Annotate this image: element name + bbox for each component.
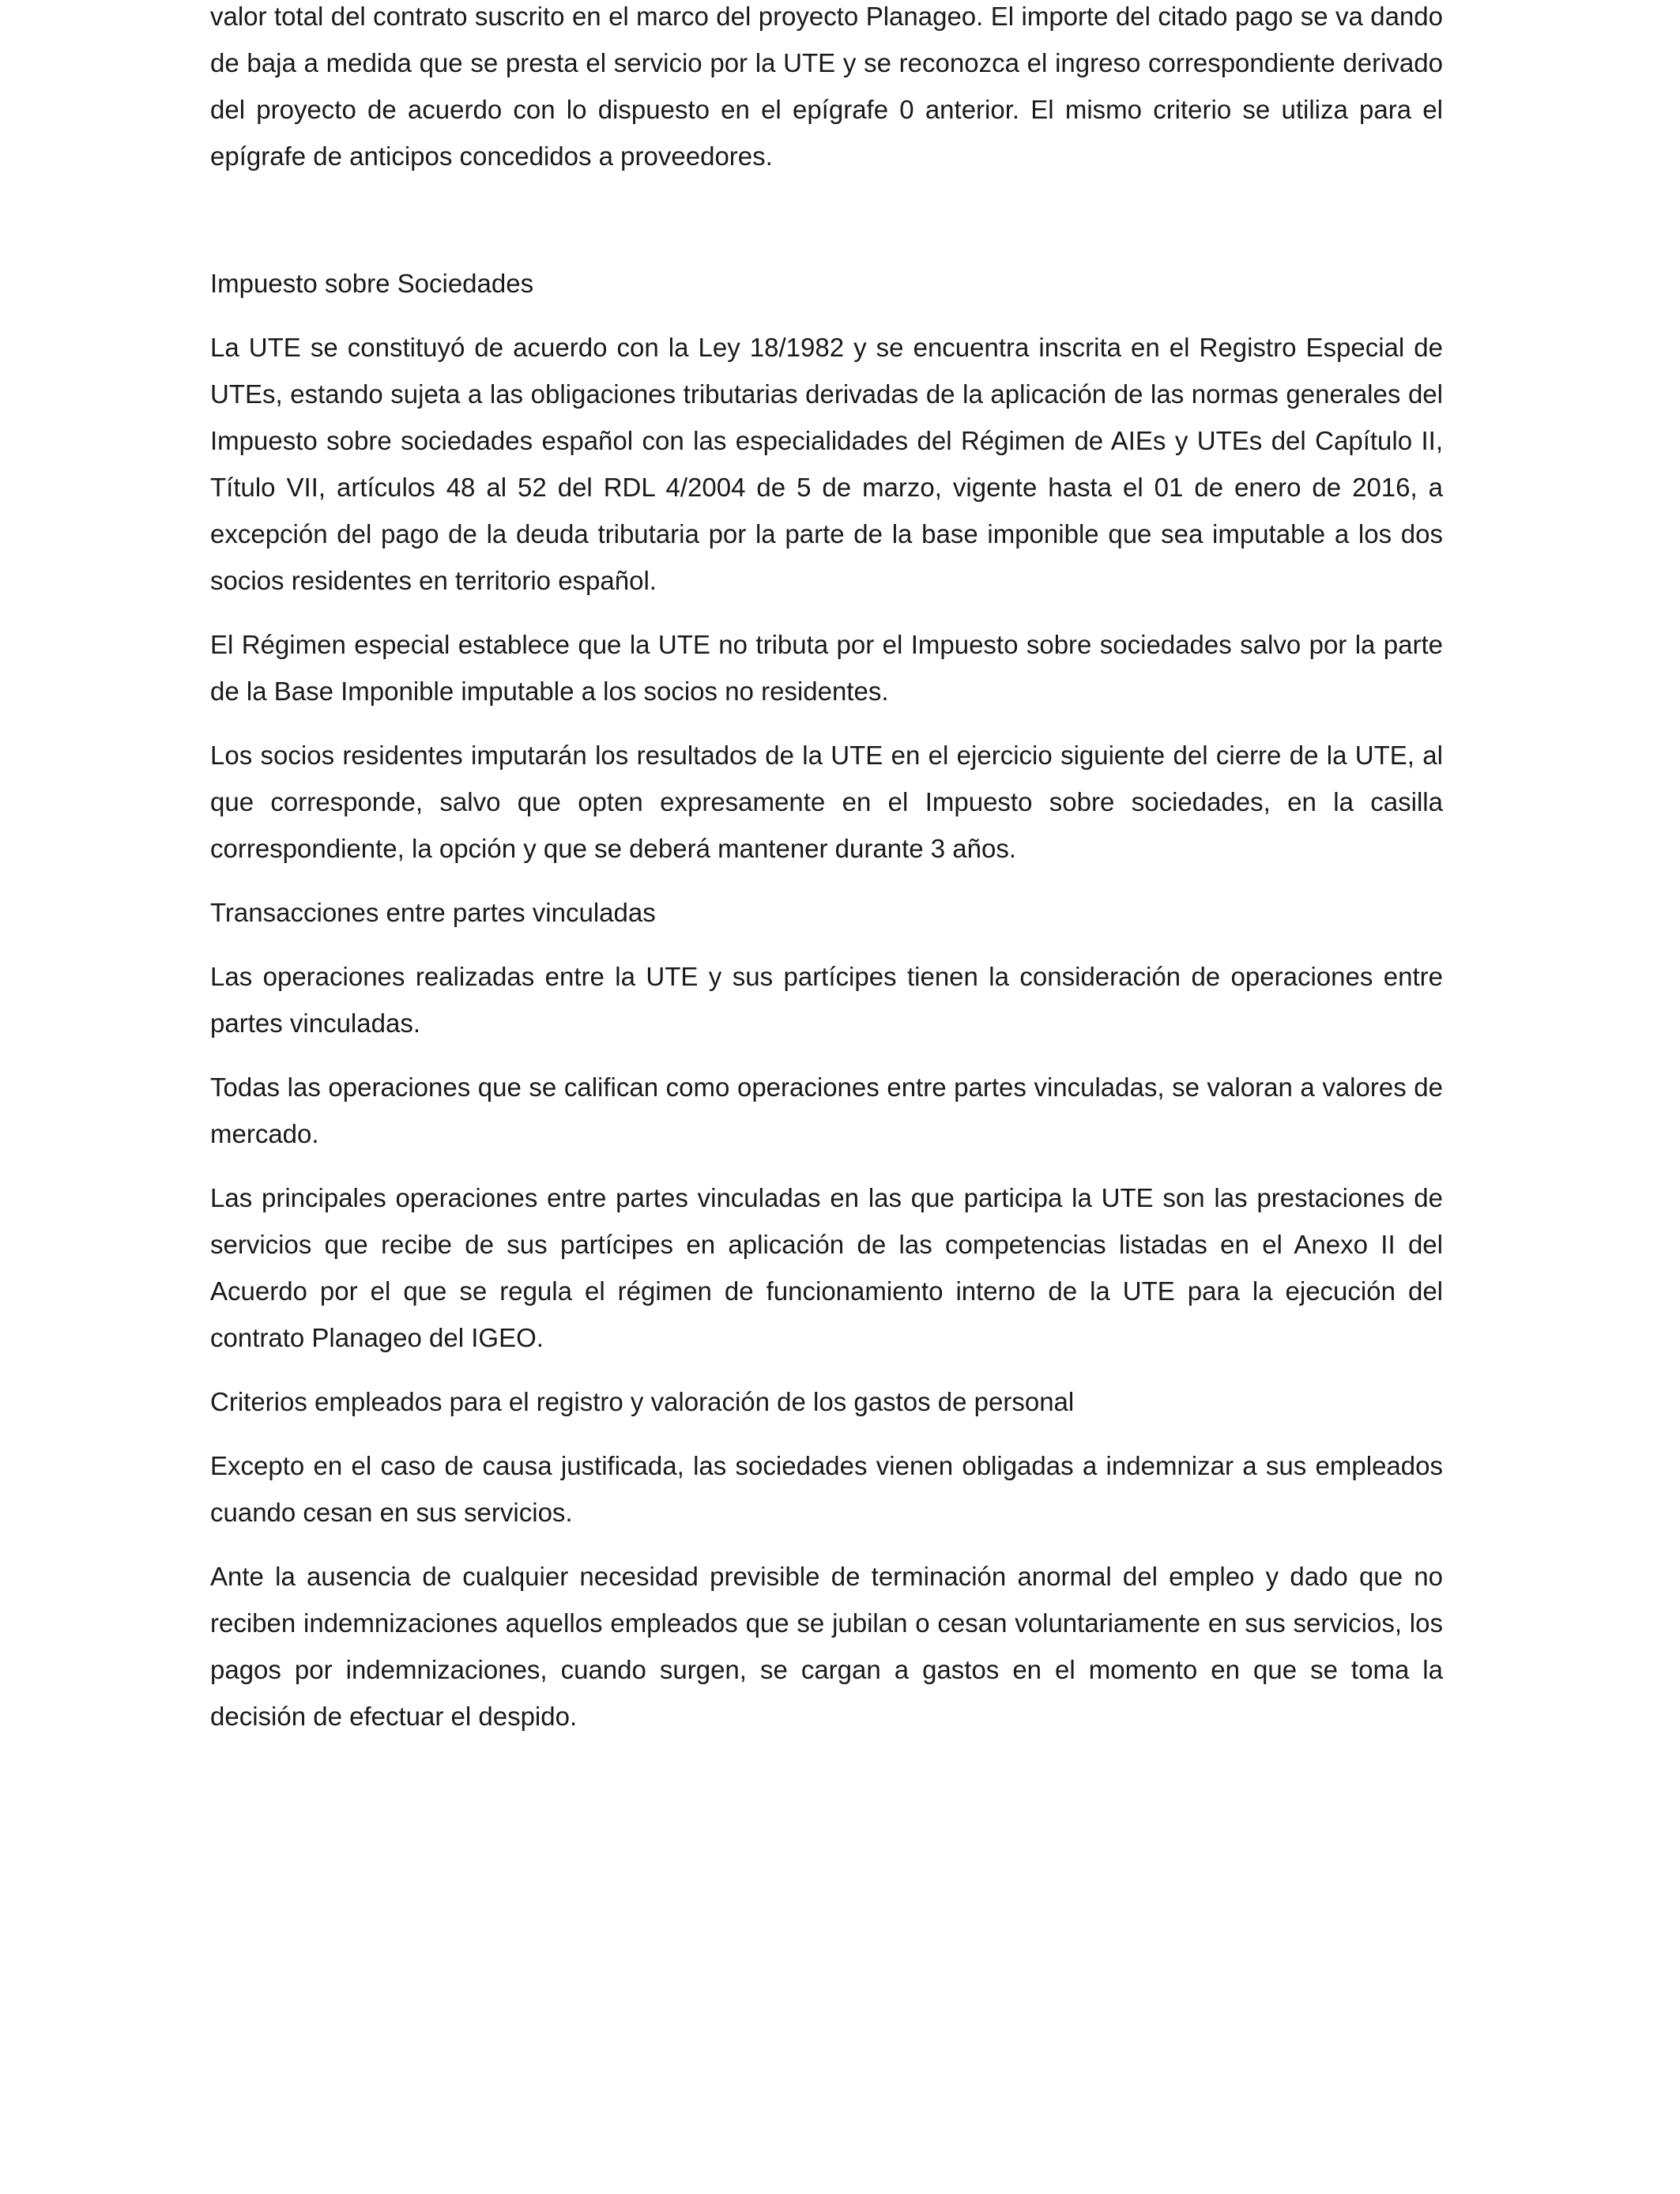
paragraph: La UTE se constituyó de acuerdo con la Ley 18/1982 y se encuentra inscrita en el Registro Especial de UTEs, estando sujeta a las obligaciones tributarias derivadas de la aplicación de las normas generales del Impuesto sobre sociedades español con las especialidades del Régimen de AIEs y UTEs del Capítulo II, Título VII, artículos 48 al 52 del RDL 4/2004 de 5 de marzo, vigente hasta el 01 de enero de 2016, a excepción del pago de la deuda tributaria por la parte de la base imponible que sea imputable a los dos socios residentes en territorio español. (210, 333, 1443, 595)
paragraph: Las operaciones realizadas entre la UTE y sus partícipes tienen la consideración de operaciones entre partes vinculadas. (210, 962, 1443, 1038)
paragraph: Excepto en el caso de causa justificada, las sociedades vienen obligadas a indemnizar a sus empleados cuando cesan en sus servicios. (210, 1451, 1443, 1527)
section-heading: Transacciones entre partes vinculadas (210, 898, 656, 927)
paragraph: Los socios residentes imputarán los resultados de la UTE en el ejercicio siguiente del cierre de la UTE, al que corresponde, salvo que opten expresamente en el Impuesto sobre sociedades, en la casilla correspondiente, la opción y que se deberá mantener durante 3 años. (210, 741, 1443, 863)
intro-paragraph: valor total del contrato suscrito en el marco del proyecto Planageo. El importe del citado pago se va dando de baja a medida que se presta el servicio por la UTE y se reconozca el ingreso correspondiente derivado del proyecto de acuerdo con lo dispuesto en el epígrafe 0 anterior. El mismo criterio se utiliza para el epígrafe de anticipos concedidos a proveedores. (210, 2, 1443, 171)
paragraph: Las principales operaciones entre partes vinculadas en las que participa la UTE son las prestaciones de servicios que recibe de sus partícipes en aplicación de las competencias listadas en el Anexo II del Acuerdo por el que se regula el régimen de funcionamiento interno de la UTE para la ejecución del contrato Planageo del IGEO. (210, 1183, 1443, 1352)
section-impuesto-sociedades (210, 260, 1443, 872)
paragraph: Ante la ausencia de cualquier necesidad previsible de terminación anormal del empleo y dado que no reciben indemnizaciones aquellos empleados que se jubilan o cesan voluntariamente en sus servicios, los pagos por indemnizaciones, cuando surgen, se cargan a gastos en el momento en que se toma la decisión de efectuar el despido. (210, 1562, 1443, 1731)
document-page (210, 0, 1443, 1757)
section-transacciones-vinculadas (210, 889, 1443, 1361)
section-heading: Impuesto sobre Sociedades (210, 269, 534, 298)
paragraph: Todas las operaciones que se califican como operaciones entre partes vinculadas, se valoran a valores de mercado. (210, 1072, 1443, 1148)
paragraph: El Régimen especial establece que la UTE no tributa por el Impuesto sobre sociedades salvo por la parte de la Base Imponible imputable a los socios no residentes. (210, 630, 1443, 706)
section-heading: Criterios empleados para el registro y valoración de los gastos de personal (210, 1387, 1075, 1416)
section-gastos-personal (210, 1378, 1443, 1740)
